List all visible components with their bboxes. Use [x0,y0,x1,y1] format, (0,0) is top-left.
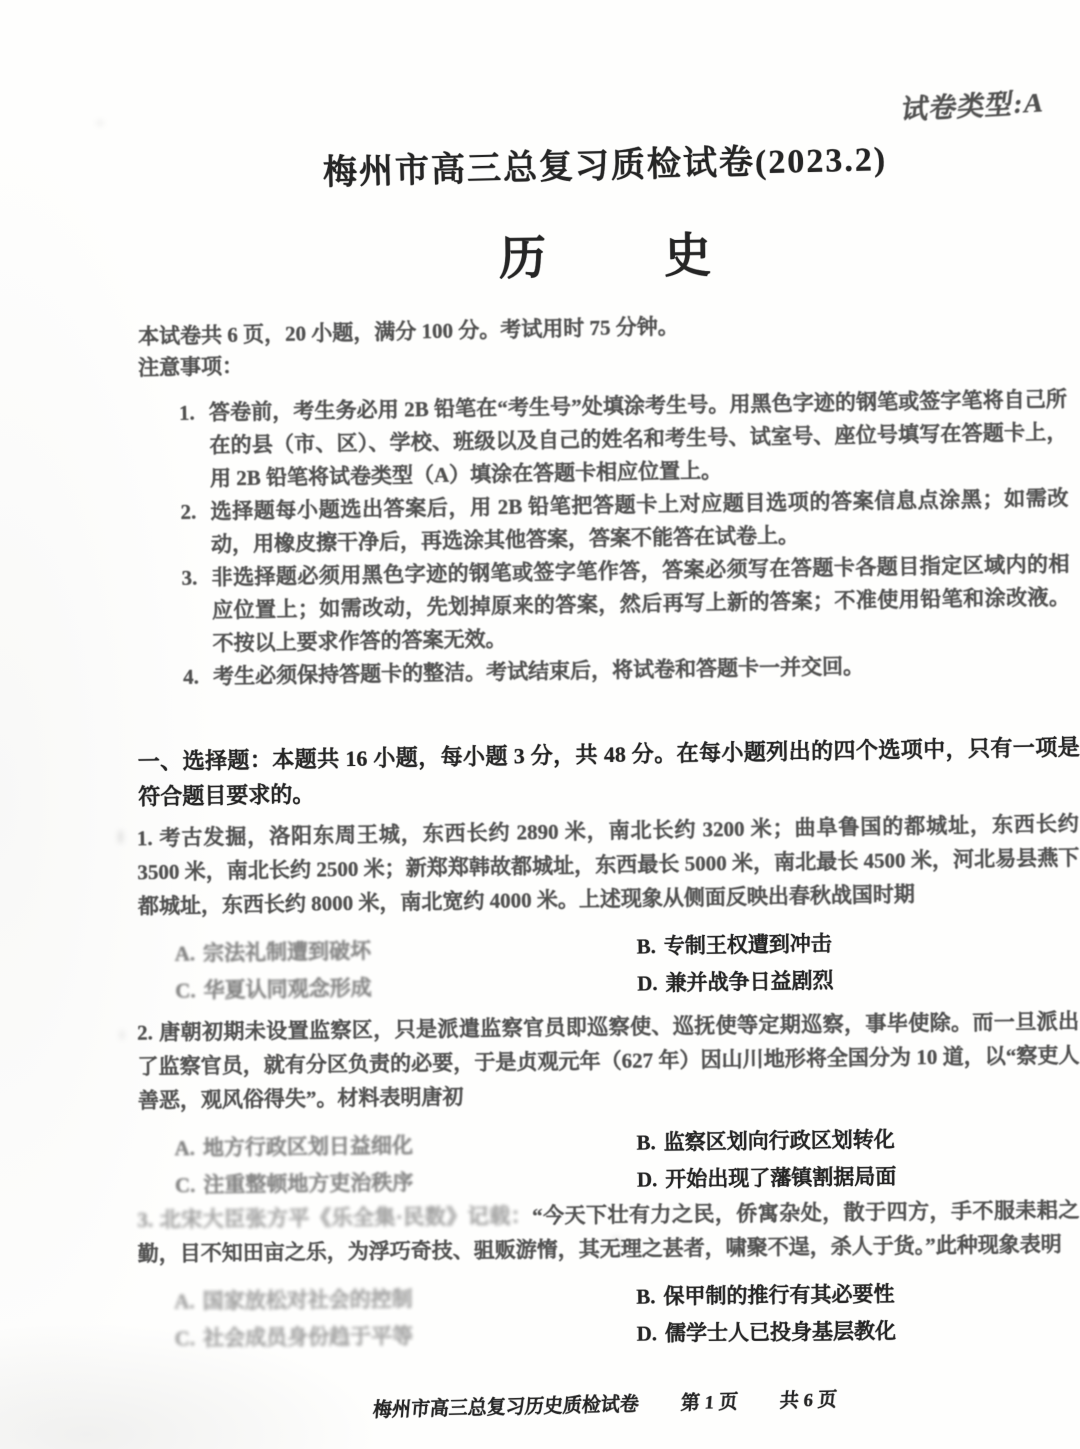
option-text: 国家放松对社会的控制 [202,1287,413,1314]
option-text: 监察区划向行政区划转化 [663,1127,895,1155]
option-text: 地方行政区划日益细化 [202,1133,414,1160]
option-b [636,1120,1080,1159]
question-1-stem [137,807,1080,924]
question-1 [137,807,1080,1009]
notices-heading: 注意事项： [137,354,244,380]
question-3-options [138,1275,1080,1356]
option-text: 宗法礼制遭到破坏 [202,938,372,966]
option-text: 开始出现了藩镇割据局面 [665,1164,897,1192]
footer-total-pages: 共 6 页 [778,1389,838,1413]
notice-number: 4. [182,664,200,689]
notices-list [179,383,1072,694]
scan-artifact [96,120,104,126]
notice-number: 1. [178,400,195,425]
exam-title: 梅州市高三总复习质检试卷(2023.2) [322,141,888,192]
option-label: C. [174,1326,196,1351]
footer-doc-title: 梅州市高三总复习历史质检试卷 [371,1394,640,1422]
option-text: 注重整顿地方吏治秩序 [203,1170,414,1197]
question-stem-text: 唐朝初期未设置监察区，只是派遣监察官员即巡察使、巡抚使等定期巡察，事毕使除。而一旦派出了监察官员，就有分区负责的必要，于是贞观元年（627 年）因山川地形将全国分为 10 道，以“察吏人善恶，观风俗得失”。材料表明唐初 [137,1009,1080,1113]
question-2-stem [137,1004,1080,1118]
notice-item-3 [181,548,1070,661]
question-3-stem [137,1193,1080,1271]
option-label: A. [174,1289,195,1314]
option-label: C. [175,978,196,1003]
option-label: A. [174,941,196,966]
exam-summary: 本试卷共 6 页，20 小题，满分 100 分。考试用时 75 分钟。 [137,314,679,349]
option-c [175,1163,637,1203]
option-d [637,960,1080,1001]
question-stem-lead: 北宋大臣张方平《乐全集·民数》记载： [159,1203,533,1232]
question-stem-text: “今天下壮有力之民，侨寓杂处，散于四方，手不服耒耜之勤，目不知田亩之乐，为浮巧奇技、驵贩游惰，其无理之甚者，啸聚不逞，杀人于货。”此种现象表明 [137,1198,1080,1266]
option-label: D. [637,971,658,996]
question-number: 2. [136,1020,153,1045]
option-text: 保甲制的推行有其必要性 [663,1282,895,1309]
option-d [637,1157,1080,1196]
option-a [174,1280,636,1319]
option-a [174,930,636,971]
option-text: 社会成员身份趋于平等 [202,1324,414,1351]
question-3 [137,1193,1080,1356]
question-stem-text: 考古发掘，洛阳东周王城，东西长约 2890 米，南北长约 3200 米；曲阜鲁国的都城址，东西长约 3500 米，南北长约 2500 米；新郑郑韩故都城址，东西最长 5000 米，南北最长 4500 米，河北易县燕下都城址，东西长约 8000 米，南北宽约 4000 米。上述现象从侧面反映出春秋战国时期 [137,811,1080,919]
subject-char-shi: 史 [663,230,712,284]
scan-artifact [120,1030,124,1040]
question-number: 3. [137,1207,154,1232]
notice-number: 2. [180,499,197,524]
notice-text: 非选择题必须用黑色字迹的钢笔或签字笔作答，答案必须写在答题卡各题目指定区域内的相应位置上；如需改动，先划掉原来的答案，然后再写上新的答案；不准使用铅笔和涂改液。不按以上要求作答的答案无效。 [211,552,1071,656]
option-text: 华夏认同观念形成 [203,975,372,1003]
option-c [175,967,637,1008]
notice-item-1 [179,383,1068,496]
option-label: A. [174,1136,196,1161]
option-text: 兼并战争日益剧烈 [665,968,834,996]
option-text: 儒学士人已投身基层教化 [664,1318,897,1346]
question-2-options [138,1120,1080,1203]
notice-text: 答卷前，考生务必用 2B 铅笔在“考生号”处填涂考生号。用黑色字迹的钢笔或签字笔将自己所在的县（市、区）、学校、班级以及自己的姓名和考生号、试室号、座位号填写在答题卡上，用 2B 铅笔将试卷类型（A）填涂在答题卡相应位置上。 [208,387,1068,491]
page-footer [169,1380,1041,1427]
section-heading: 一、选择题：本题共 16 小题，每小题 3 分，共 48 分。在每小题列出的四个选项中，只有一项是符合题目要求的。 [137,734,1080,810]
option-a [174,1126,636,1166]
scan-artifact [118,830,123,844]
option-label: B. [636,1130,656,1155]
subject-char-li: 历 [498,232,547,286]
question-number: 1. [136,826,153,851]
option-label: B. [636,1284,656,1309]
footer-page-number: 第 1 页 [679,1391,739,1415]
notice-number: 3. [181,565,198,590]
option-text: 专制王权遭到冲击 [663,931,833,959]
option-label: B. [636,934,657,959]
notice-text: 选择题每小题选出答案后，用 2B 铅笔把答题卡上对应题目选项的答案信息点涂黑；如需改动，用橡皮擦干净后，再选涂其他答案，答案不能答在试卷上。 [210,486,1069,557]
question-2 [137,1004,1080,1202]
option-label: D. [636,1321,658,1346]
subject-title [170,214,1041,293]
notice-text: 考生必须保持答题卡的整洁。考试结束后，将试卷和答题卡一并交回。 [212,654,865,689]
option-label: D. [636,1167,658,1192]
option-b [636,923,1080,964]
option-b [636,1275,1080,1314]
option-label: C. [174,1173,196,1198]
question-1-options [138,923,1080,1009]
paper-type-label: 试卷类型:A [899,87,1046,125]
option-d [636,1312,1080,1351]
option-c [174,1317,636,1356]
